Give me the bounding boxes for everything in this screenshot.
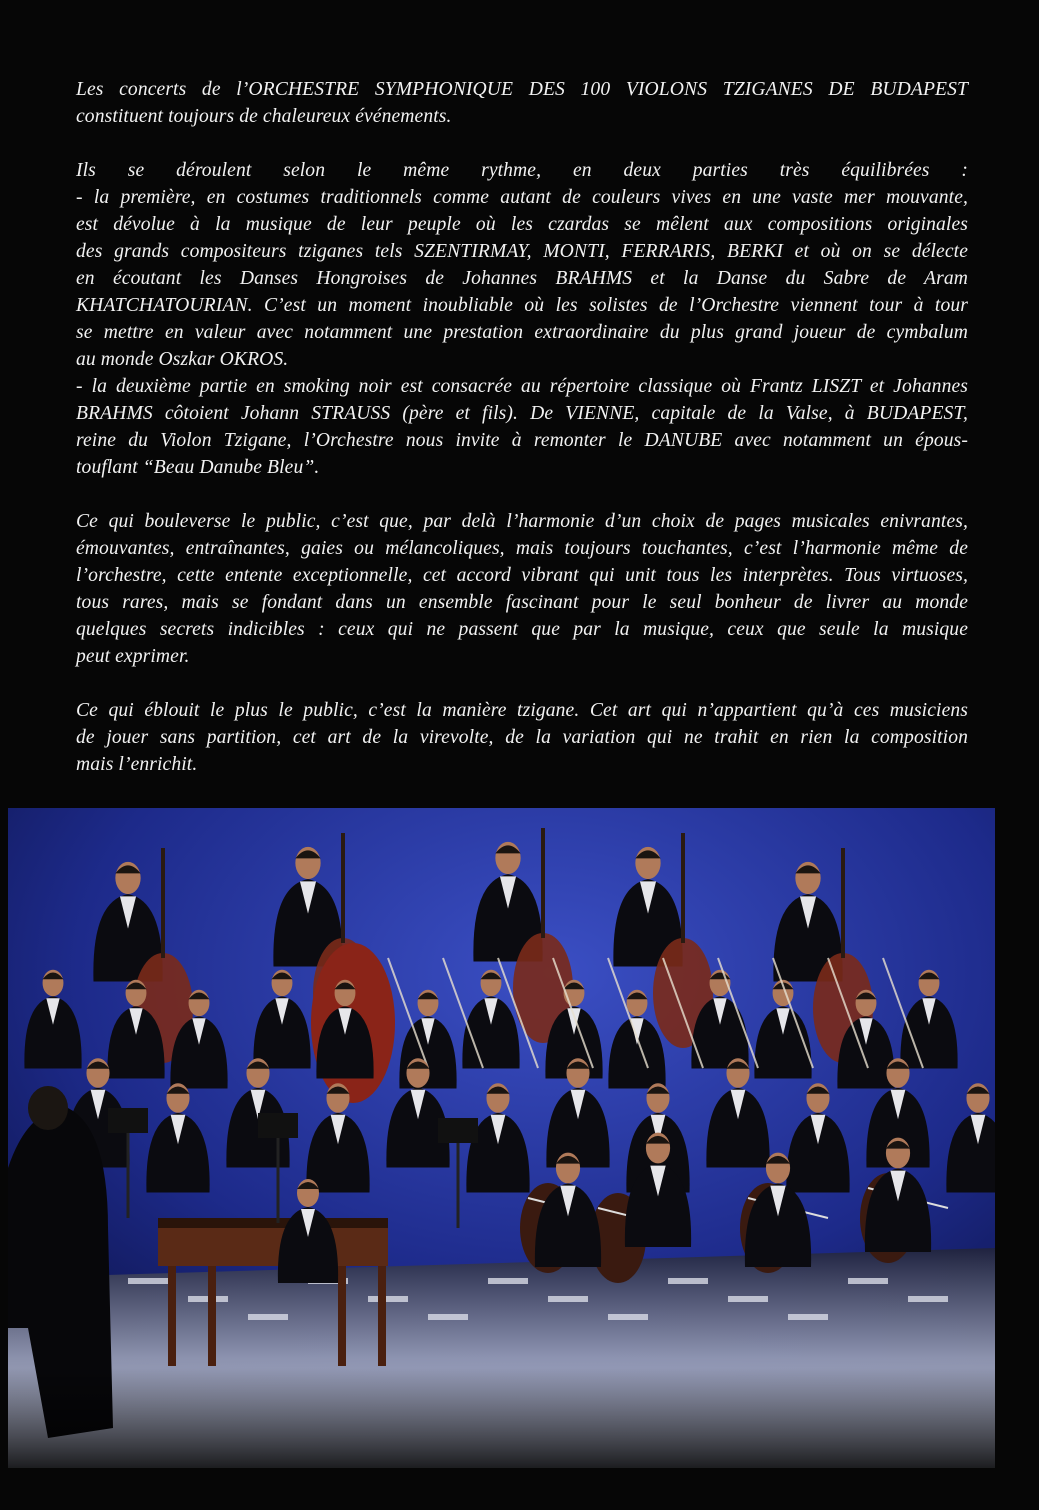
stage-shadow [8,1368,995,1468]
text-line: Les concerts de l’ORCHESTRE SYMPHONIQUE DES 100 VIOLONS TZIGANES DE BUDAPEST [76,79,968,100]
music-stand [258,1113,298,1138]
cymbalum-top [158,1218,388,1228]
cymbalum-leg [208,1266,216,1366]
text-line: quelques secrets indicibles : ceux qui ne passent que par la musique, ceux que seule la musique [76,619,968,640]
cymbalum-leg [338,1266,346,1366]
chair-seat [848,1278,888,1284]
chair-seat [668,1278,708,1284]
text-line: émouvantes, entraînantes, gaies ou mélancoliques, mais toujours touchantes, c’est l’harmonie même de [76,538,968,559]
text-line: - la première, en costumes traditionnels comme autant de couleurs vives en une vaste mer mouvante, [76,187,968,208]
text-line: Ce qui éblouit le plus le public, c’est la manière tzigane. Cet art qui n’appartient qu’à ces musiciens [76,700,968,721]
chair-seat [488,1278,528,1284]
paragraph-intro [76,76,968,130]
music-stand [438,1118,478,1143]
orchestra-photo [8,808,995,1468]
text-line: en écoutant les Danses Hongroises de Johannes BRAHMS et la Danse du Sabre de Aram [76,268,968,289]
chair-seat [908,1296,948,1302]
cymbalum-leg [168,1266,176,1366]
text-line: au monde Oszkar OKROS. [76,349,289,370]
chair-seat [428,1314,468,1320]
text-line: - la deuxième partie en smoking noir est consacrée au répertoire classique où Frantz LISZT et Johannes [76,376,968,397]
text-line: se mettre en valeur avec notamment une prestation extraordinaire du plus grand joueur de cymbalum [76,322,968,343]
paragraph-tzigane-style [76,697,968,778]
text-line: reine du Violon Tzigane, l’Orchestre nous invite à remonter le DANUBE avec notamment un épous- [76,430,968,451]
body-text [76,76,968,778]
text-line: de jouer sans partition, cet art de la virevolte, de la variation qui ne trahit en rien la composition [76,727,968,748]
orchestra-photo-illustration [8,808,995,1468]
text-line: l’orchestre, cette entente exceptionnelle, cet accord vibrant qui unit tous les interprètes. Tous virtuoses, [76,565,968,586]
cymbalum [158,1228,388,1266]
chair-seat [248,1314,288,1320]
paragraph-program [76,157,968,481]
text-line: tous rares, mais se fondant dans un ensemble fascinant pour le seul bonheur de livrer au monde [76,592,968,613]
cymbalum-leg [378,1266,386,1366]
chair-seat [128,1278,168,1284]
conductor-head [28,1086,68,1130]
paragraph-harmony [76,508,968,670]
text-line: des grands compositeurs tziganes tels SZENTIRMAY, MONTI, FERRARIS, BERKI et où on se délecte [76,241,968,262]
text-line: peut exprimer. [76,646,190,667]
text-line: est dévolue à la musique de leur peuple où les czardas se mêlent aux compositions originales [76,214,968,235]
music-stand [108,1108,148,1133]
text-line: Ils se déroulent selon le même rythme, en deux parties très équilibrées : [76,160,968,181]
chair-seat [368,1296,408,1302]
text-line: BRAHMS côtoient Johann STRAUSS (père et fils). De VIENNE, capitale de la Valse, à BUDAPEST, [76,403,968,424]
text-line: KHATCHATOURIAN. C’est un moment inoubliable où les solistes de l’Orchestre viennent tour à tour [76,295,968,316]
text-line: constituent toujours de chaleureux événements. [76,106,452,127]
text-line: mais l’enrichit. [76,754,198,775]
chair-seat [728,1296,768,1302]
chair-seat [788,1314,828,1320]
chair-seat [548,1296,588,1302]
chair-seat [608,1314,648,1320]
text-line: touflant “Beau Danube Bleu”. [76,457,320,478]
text-line: Ce qui bouleverse le public, c’est que, par delà l’harmonie d’un choix de pages musicales enivrantes, [76,511,968,532]
